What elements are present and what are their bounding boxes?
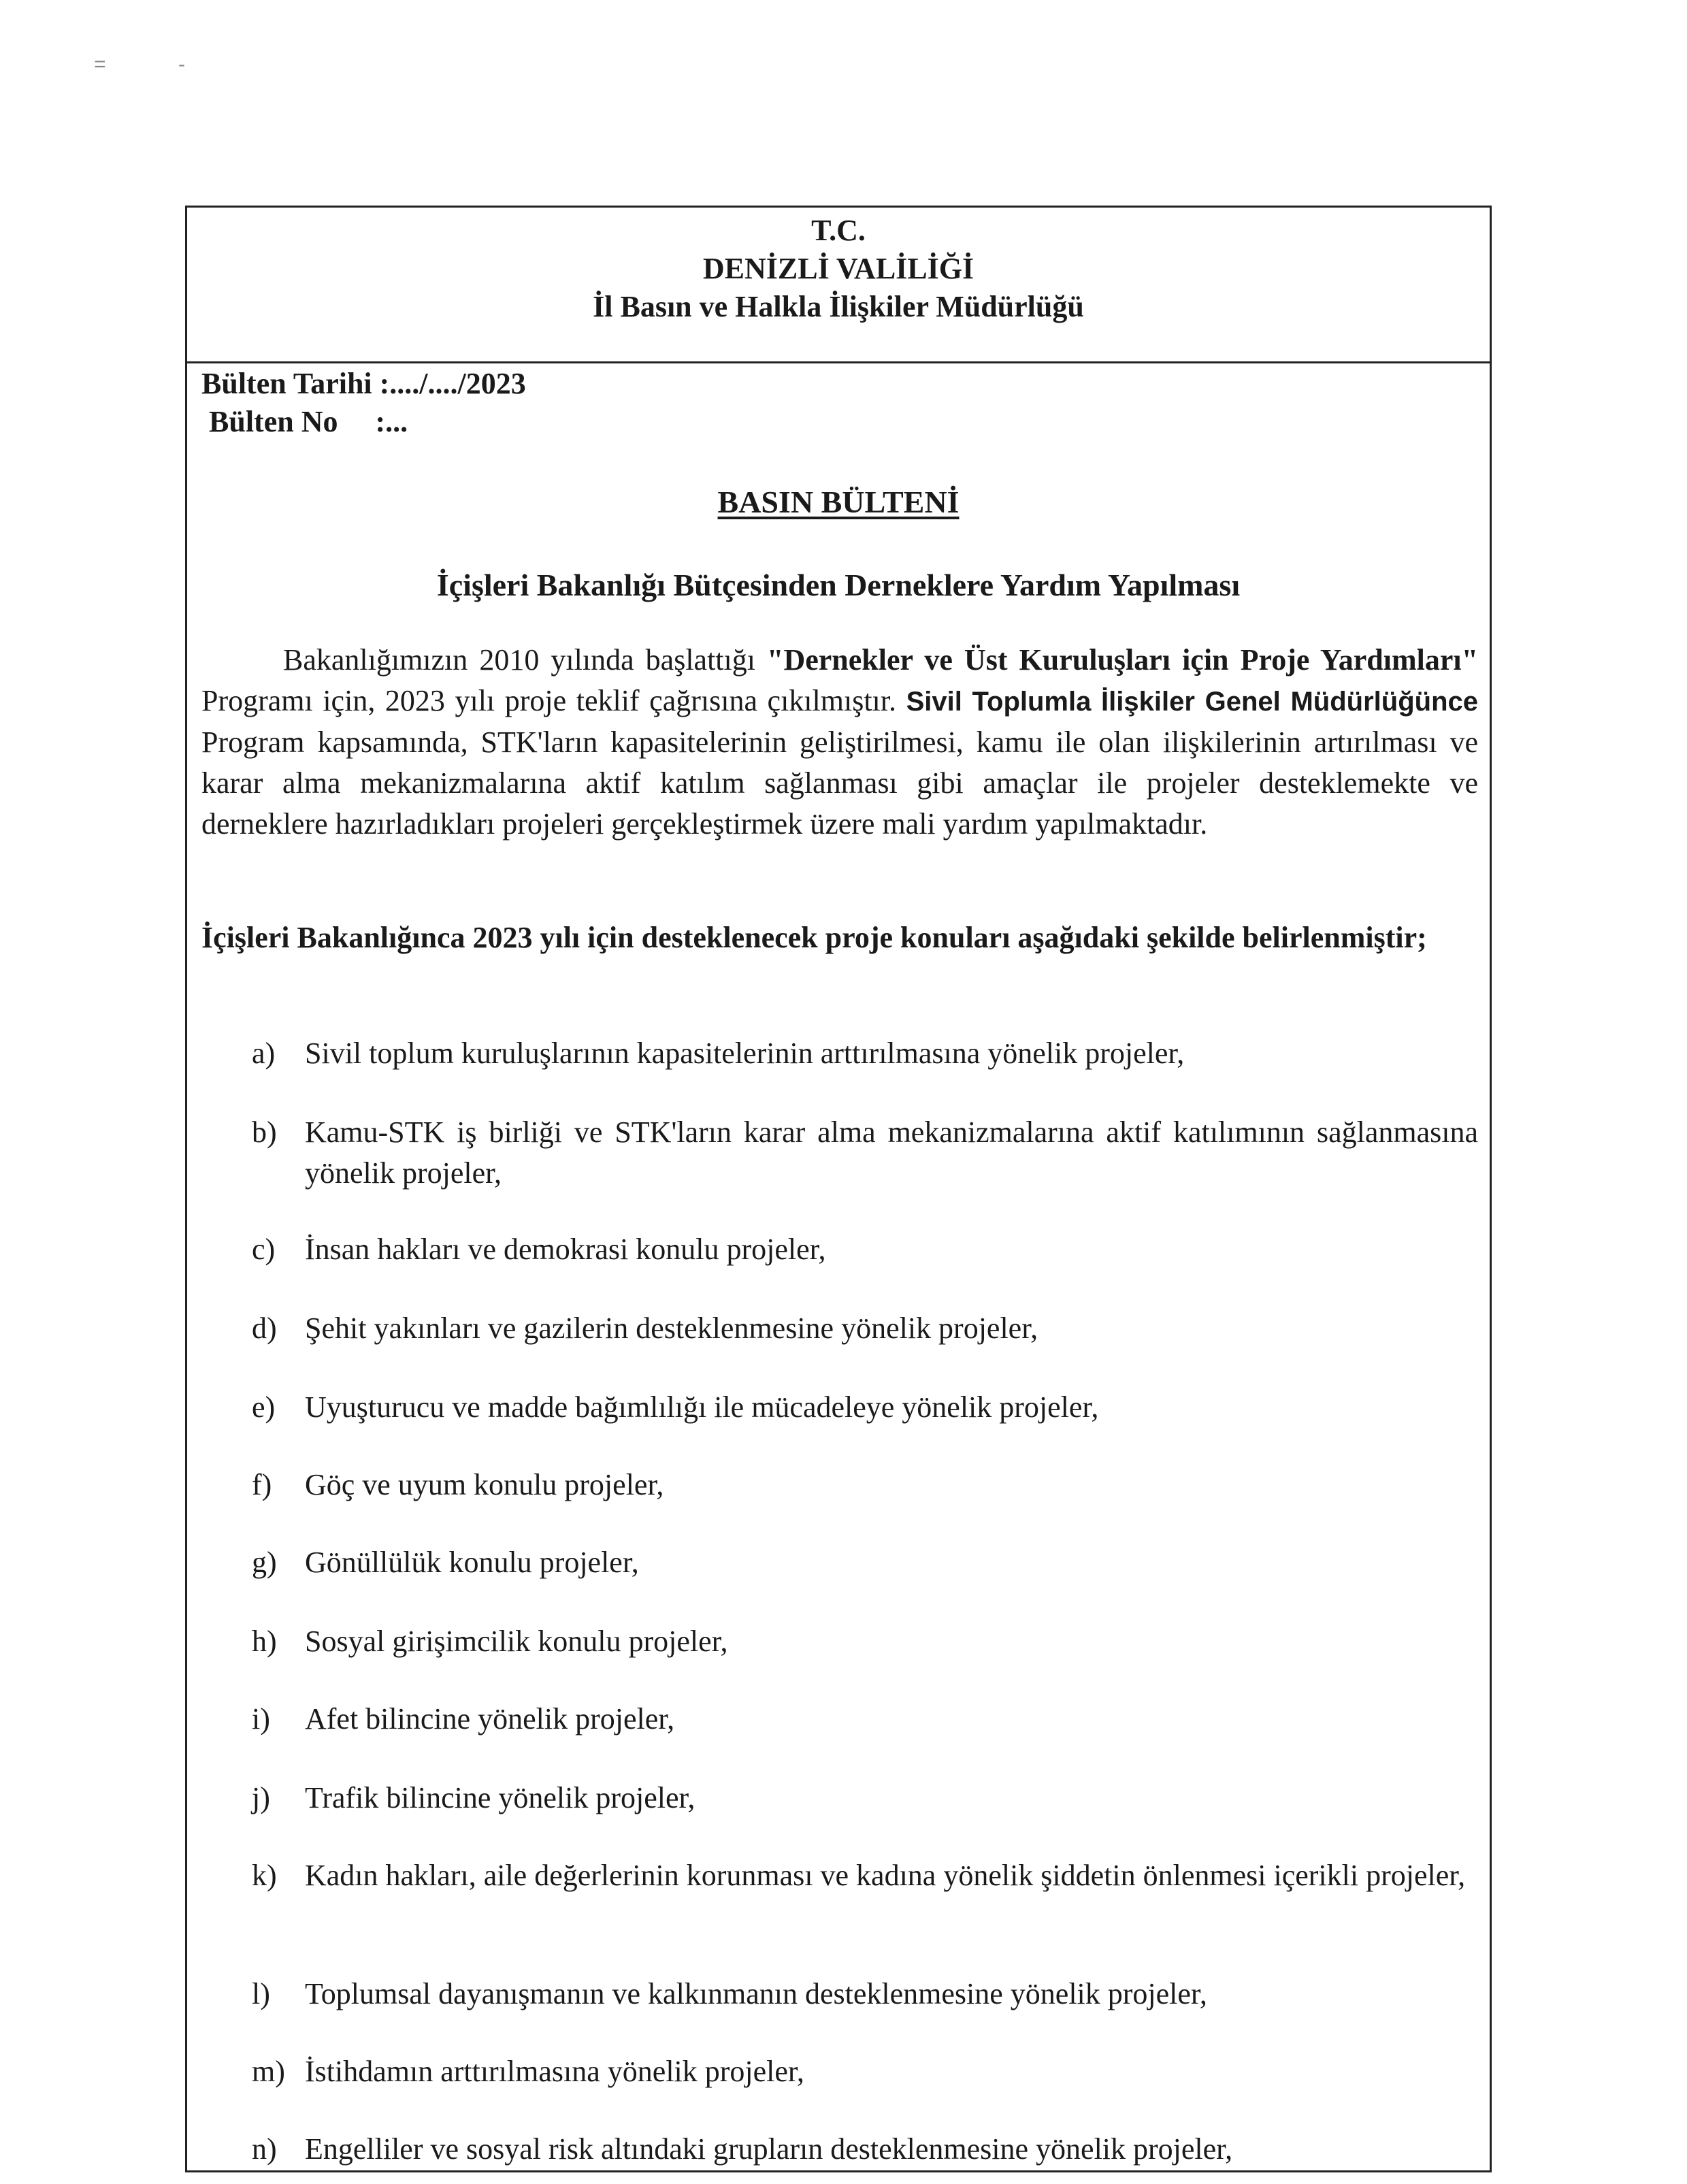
bulletin-number: Bülten No :...: [201, 405, 408, 438]
page-title: BASIN BÜLTENİ: [717, 485, 960, 519]
list-text: Gönüllülük konulu projeler,: [305, 1546, 639, 1579]
list-item: [252, 1229, 1478, 1270]
list-item: [252, 1621, 1478, 1662]
list-letter: j): [252, 1781, 270, 1814]
letterhead-box: [185, 206, 1492, 363]
list-text: Afet bilincine yönelik projeler,: [305, 1702, 675, 1735]
scan-mark-2: -: [178, 53, 185, 76]
list-text: Şehit yakınları ve gazilerin desteklenmesine yönelik projeler,: [305, 1311, 1038, 1345]
list-item: [252, 1308, 1478, 1349]
list-letter: n): [252, 2132, 277, 2166]
intro-text-3: Program kapsamında, STK'ların kapasitelerinin geliştirilmesi, kamu ile olan ilişkilerinin artırılması ve karar alma mekanizmalarına aktif katılım sağlanması gibi amaçlar ile projeler desteklemekte ve derneklere hazırladıkları projeleri gerçekleştirmek üzere mali yardım yapılmaktadır.: [201, 726, 1478, 841]
list-item: [252, 1699, 1478, 1740]
scan-mark-1: =: [94, 53, 106, 76]
header-directorate: İl Basın ve Halkla İlişkiler Müdürlüğü: [593, 290, 1084, 323]
list-text: Sivil toplum kuruluşlarının kapasitelerinin arttırılmasına yönelik projeler,: [305, 1037, 1185, 1070]
header-tc: T.C.: [811, 214, 866, 247]
list-item: [252, 1855, 1478, 1896]
list-text: İnsan hakları ve demokrasi konulu projeler,: [305, 1233, 826, 1266]
list-letter: e): [252, 1390, 276, 1424]
list-letter: k): [252, 1859, 277, 1892]
list-letter: g): [252, 1546, 277, 1579]
list-letter: d): [252, 1311, 277, 1345]
list-text: Kadın hakları, aile değerlerinin korunması ve kadına yönelik şiddetin önlenmesi içerikli projeler,: [305, 1859, 1466, 1892]
bulletin-date: Bülten Tarihi :..../..../2023: [201, 367, 526, 400]
list-item: [252, 2129, 1478, 2170]
list-text: Trafik bilincine yönelik projeler,: [305, 1781, 695, 1814]
list-letter: h): [252, 1625, 277, 1658]
list-item: [252, 1387, 1478, 1428]
list-letter: f): [252, 1468, 272, 1501]
list-item: [252, 1033, 1478, 1074]
topics-lead: İçişleri Bakanlığınca 2023 yılı için desteklenecek proje konuları aşağıdaki şekilde belirlenmiştir;: [201, 921, 1427, 954]
list-item: [252, 1778, 1478, 1819]
list-text: Kamu-STK iş birliği ve STK'ların karar alma mekanizmalarına aktif katılımının sağlanmasına yönelik projeler,: [305, 1115, 1478, 1190]
list-text: Sosyal girişimcilik konulu projeler,: [305, 1625, 728, 1658]
list-letter: m): [252, 2055, 285, 2088]
list-text: İstihdamın arttırılmasına yönelik projeler,: [305, 2055, 804, 2088]
list-text: Toplumsal dayanışmanın ve kalkınmanın desteklenmesine yönelik projeler,: [305, 1977, 1207, 2010]
list-letter: b): [252, 1115, 277, 1149]
directorate-name: Sivil Toplumla İlişkiler Genel Müdürlüğünce: [906, 687, 1478, 717]
document-subtitle: İçişleri Bakanlığı Bütçesinden Derneklere Yardım Yapılması: [436, 568, 1241, 602]
program-name: "Dernekler ve Üst Kuruluşları için Proje Yardımları": [767, 643, 1478, 677]
list-item: [252, 1542, 1478, 1583]
list-text: Göç ve uyum konulu projeler,: [305, 1468, 664, 1501]
list-item: [252, 1974, 1478, 2015]
list-text: Engelliler ve sosyal risk altındaki grupların desteklenmesine yönelik projeler,: [305, 2132, 1233, 2166]
list-letter: l): [252, 1977, 270, 2010]
list-item: [252, 1112, 1478, 1194]
list-letter: i): [252, 1702, 270, 1735]
list-letter: c): [252, 1233, 276, 1266]
list-item: [252, 1465, 1478, 1505]
intro-text-2: Programı için, 2023 yılı proje teklif çağrısına çıkılmıştır.: [201, 684, 906, 717]
header-governorship: DENİZLİ VALİLİĞİ: [702, 252, 974, 285]
list-letter: a): [252, 1037, 276, 1070]
intro-text-1: Bakanlığımızın 2010 yılında başlattığı: [283, 643, 768, 677]
intro-paragraph: [201, 640, 1478, 845]
list-text: Uyuşturucu ve madde bağımlılığı ile mücadeleye yönelik projeler,: [305, 1390, 1099, 1424]
list-item: [252, 2051, 1478, 2092]
